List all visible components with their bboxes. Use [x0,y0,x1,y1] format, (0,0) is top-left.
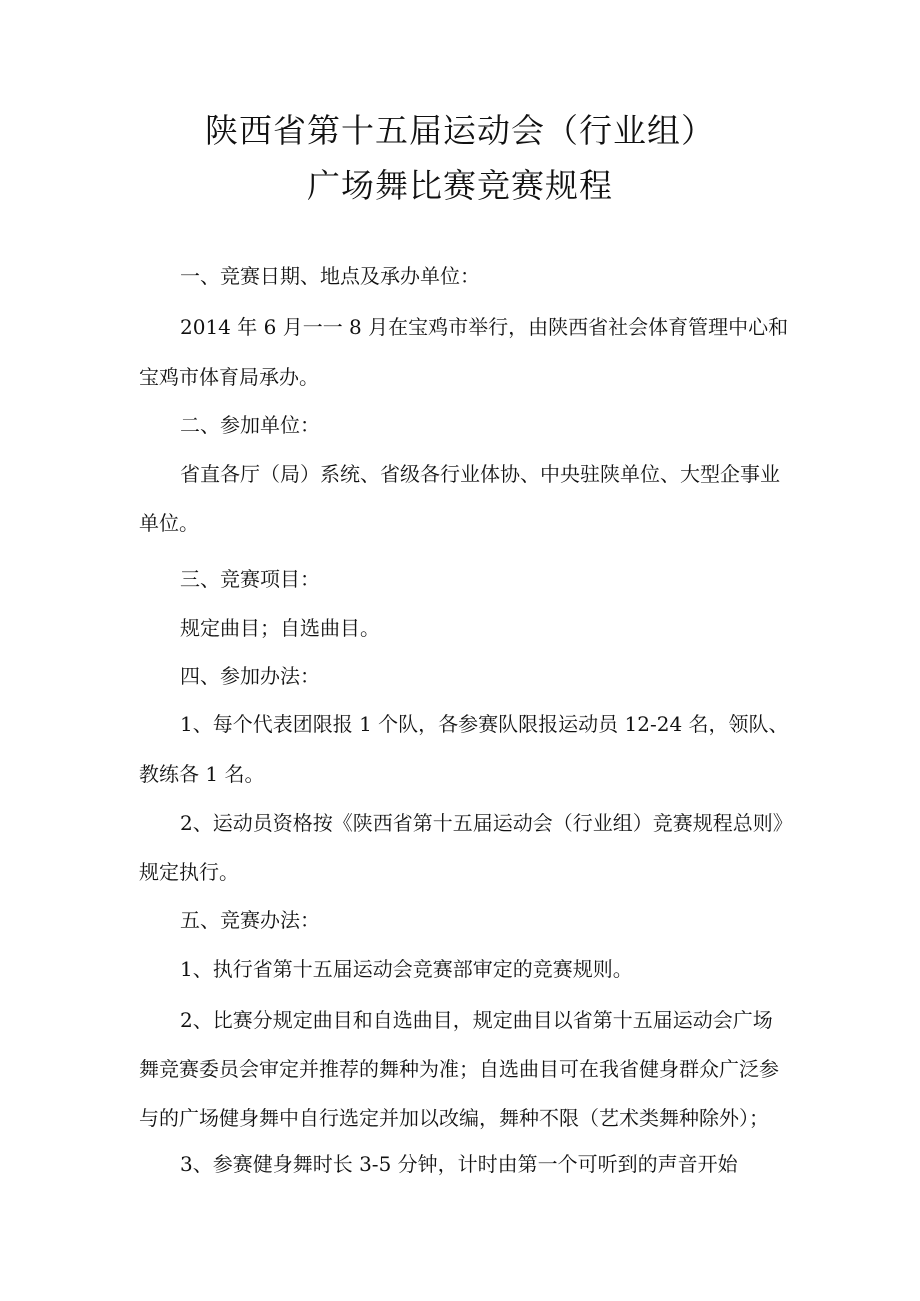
paragraph-line: 2、比赛分规定曲目和自选曲目，规定曲目以省第十五届运动会广场 [180,1008,773,1032]
paragraph-line: 单位。 [139,511,199,535]
paragraph-line: 1、每个代表团限报 1 个队，各参赛队限报运动员 12-24 名，领队、 [180,712,789,736]
document-title-line-2: 广场舞比赛竞赛规程 [307,166,613,205]
document-title-line-1: 陕西省第十五届运动会（行业组） [205,111,715,150]
section-heading-2: 二、参加单位： [180,413,320,437]
paragraph-line: 舞竞赛委员会审定并推荐的舞种为准；自选曲目可在我省健身群众广泛参 [139,1057,779,1081]
section-heading-3: 三、竞赛项目： [180,567,320,591]
paragraph-line: 1、执行省第十五届运动会竞赛部审定的竞赛规则。 [180,957,633,981]
paragraph-line: 2、运动员资格按《陕西省第十五届运动会（行业组）竞赛规程总则》 [180,811,793,835]
paragraph-line: 规定曲目；自选曲目。 [180,616,380,640]
section-heading-4: 四、参加办法： [180,664,320,688]
paragraph-line: 教练各 1 名。 [139,762,265,786]
section-heading-1: 一、竞赛日期、地点及承办单位： [180,264,480,288]
section-heading-5: 五、竞赛办法： [180,908,320,932]
paragraph-line: 2014 年 6 月一一 8 月在宝鸡市举行，由陕西省社会体育管理中心和 [180,315,789,339]
paragraph-line: 宝鸡市体育局承办。 [139,365,319,389]
paragraph-line: 规定执行。 [139,860,239,884]
paragraph-line: 省直各厅（局）系统、省级各行业体协、中央驻陕单位、大型企事业 [180,462,780,486]
paragraph-line: 与的广场健身舞中自行选定并加以改编，舞种不限（艺术类舞种除外）； [139,1106,769,1130]
paragraph-line: 3、参赛健身舞时长 3-5 分钟，计时由第一个可听到的声音开始 [180,1152,738,1176]
